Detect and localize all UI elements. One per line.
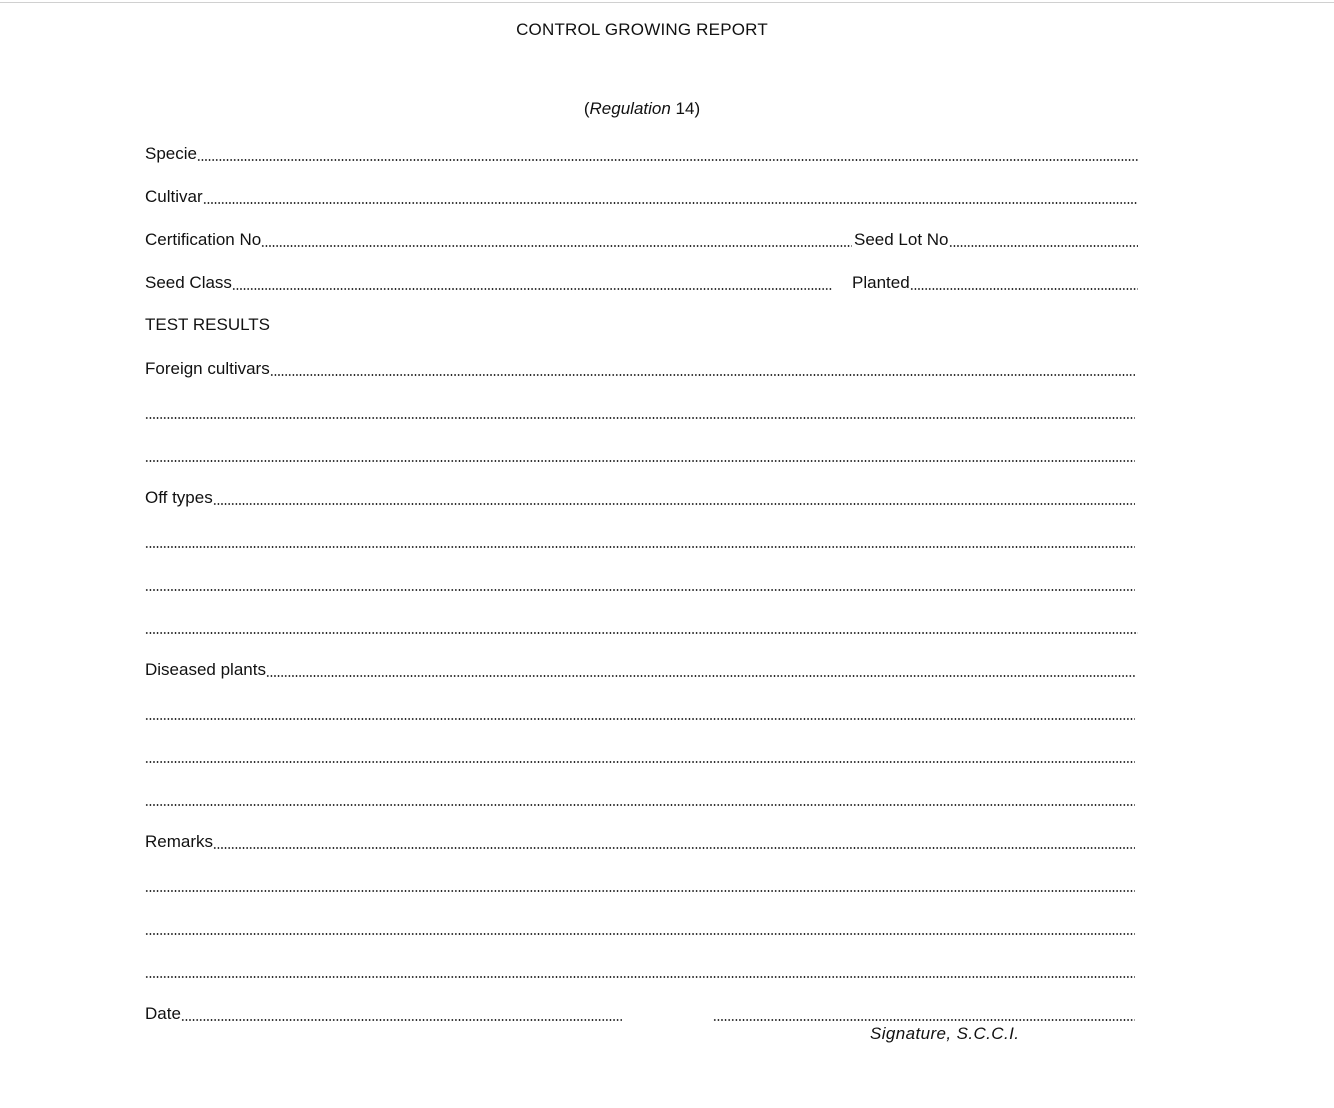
diseased-plants-field[interactable]	[266, 675, 1135, 677]
seed-class-row	[145, 271, 833, 293]
cultivar-row	[145, 185, 1138, 207]
specie-row	[145, 142, 1138, 164]
specie-label: Specie	[145, 144, 197, 163]
regulation-word: Regulation	[589, 99, 671, 118]
remarks-field[interactable]	[213, 847, 1135, 849]
seed-class-field[interactable]	[232, 288, 833, 290]
foreign-cultivars-line-3	[145, 443, 1135, 465]
planted-row	[852, 271, 1138, 293]
regulation-open-paren: (	[583, 99, 590, 118]
remarks-label: Remarks	[145, 832, 214, 851]
foreign-cultivars-row	[145, 357, 1135, 379]
regulation-reference	[0, 99, 1284, 119]
off-types-line-4	[145, 615, 1138, 637]
diseased-plants-field-2[interactable]	[145, 718, 1135, 720]
seed-class-label: Seed Class	[145, 273, 232, 292]
signature-row	[713, 1002, 1135, 1024]
diseased-plants-row	[145, 658, 1135, 680]
diseased-plants-line-2	[145, 701, 1135, 723]
off-types-line-2	[145, 529, 1135, 551]
foreign-cultivars-label: Foreign cultivars	[145, 359, 270, 378]
off-types-label: Off types	[145, 488, 213, 507]
remarks-field-2[interactable]	[145, 890, 1135, 892]
date-label: Date	[145, 1004, 181, 1023]
regulation-close-paren: )	[694, 99, 701, 118]
remarks-line-2	[145, 873, 1135, 895]
certification-no-label: Certification No	[145, 230, 262, 249]
off-types-row	[145, 486, 1135, 508]
regulation-number: 14	[670, 99, 695, 118]
diseased-plants-field-4[interactable]	[145, 804, 1135, 806]
signature-field[interactable]	[713, 1019, 1135, 1021]
seed-lot-no-field[interactable]	[949, 245, 1138, 247]
planted-label: Planted	[852, 273, 910, 292]
foreign-cultivars-field-2[interactable]	[145, 417, 1135, 419]
foreign-cultivars-field[interactable]	[270, 374, 1135, 376]
remarks-line-4	[145, 959, 1135, 981]
certification-no-field[interactable]	[261, 245, 852, 247]
foreign-cultivars-field-3[interactable]	[145, 460, 1135, 462]
specie-field[interactable]	[197, 159, 1138, 161]
remarks-line-3	[145, 916, 1135, 938]
seed-lot-no-row	[854, 228, 1138, 250]
cultivar-field[interactable]	[203, 202, 1138, 204]
off-types-field-4[interactable]	[145, 632, 1138, 634]
off-types-field-3[interactable]	[145, 589, 1135, 591]
diseased-plants-line-3	[145, 744, 1135, 766]
diseased-plants-line-4	[145, 787, 1135, 809]
off-types-field-2[interactable]	[145, 546, 1135, 548]
signature-caption: Signature, S.C.C.I.	[870, 1024, 1020, 1043]
off-types-line-3	[145, 572, 1135, 594]
planted-field[interactable]	[910, 288, 1138, 290]
diseased-plants-label: Diseased plants	[145, 660, 266, 679]
remarks-field-4[interactable]	[145, 976, 1135, 978]
remarks-field-3[interactable]	[145, 933, 1135, 935]
foreign-cultivars-line-2	[145, 400, 1135, 422]
off-types-field[interactable]	[213, 503, 1135, 505]
diseased-plants-field-3[interactable]	[145, 761, 1135, 763]
cultivar-label: Cultivar	[145, 187, 203, 206]
date-row	[145, 1002, 622, 1024]
seed-lot-no-label: Seed Lot No	[854, 230, 949, 249]
certification-no-row	[145, 228, 852, 250]
document-title: CONTROL GROWING REPORT	[516, 20, 768, 39]
remarks-row	[145, 830, 1135, 852]
date-field[interactable]	[181, 1019, 622, 1021]
test-results-heading: TEST RESULTS	[145, 315, 271, 334]
